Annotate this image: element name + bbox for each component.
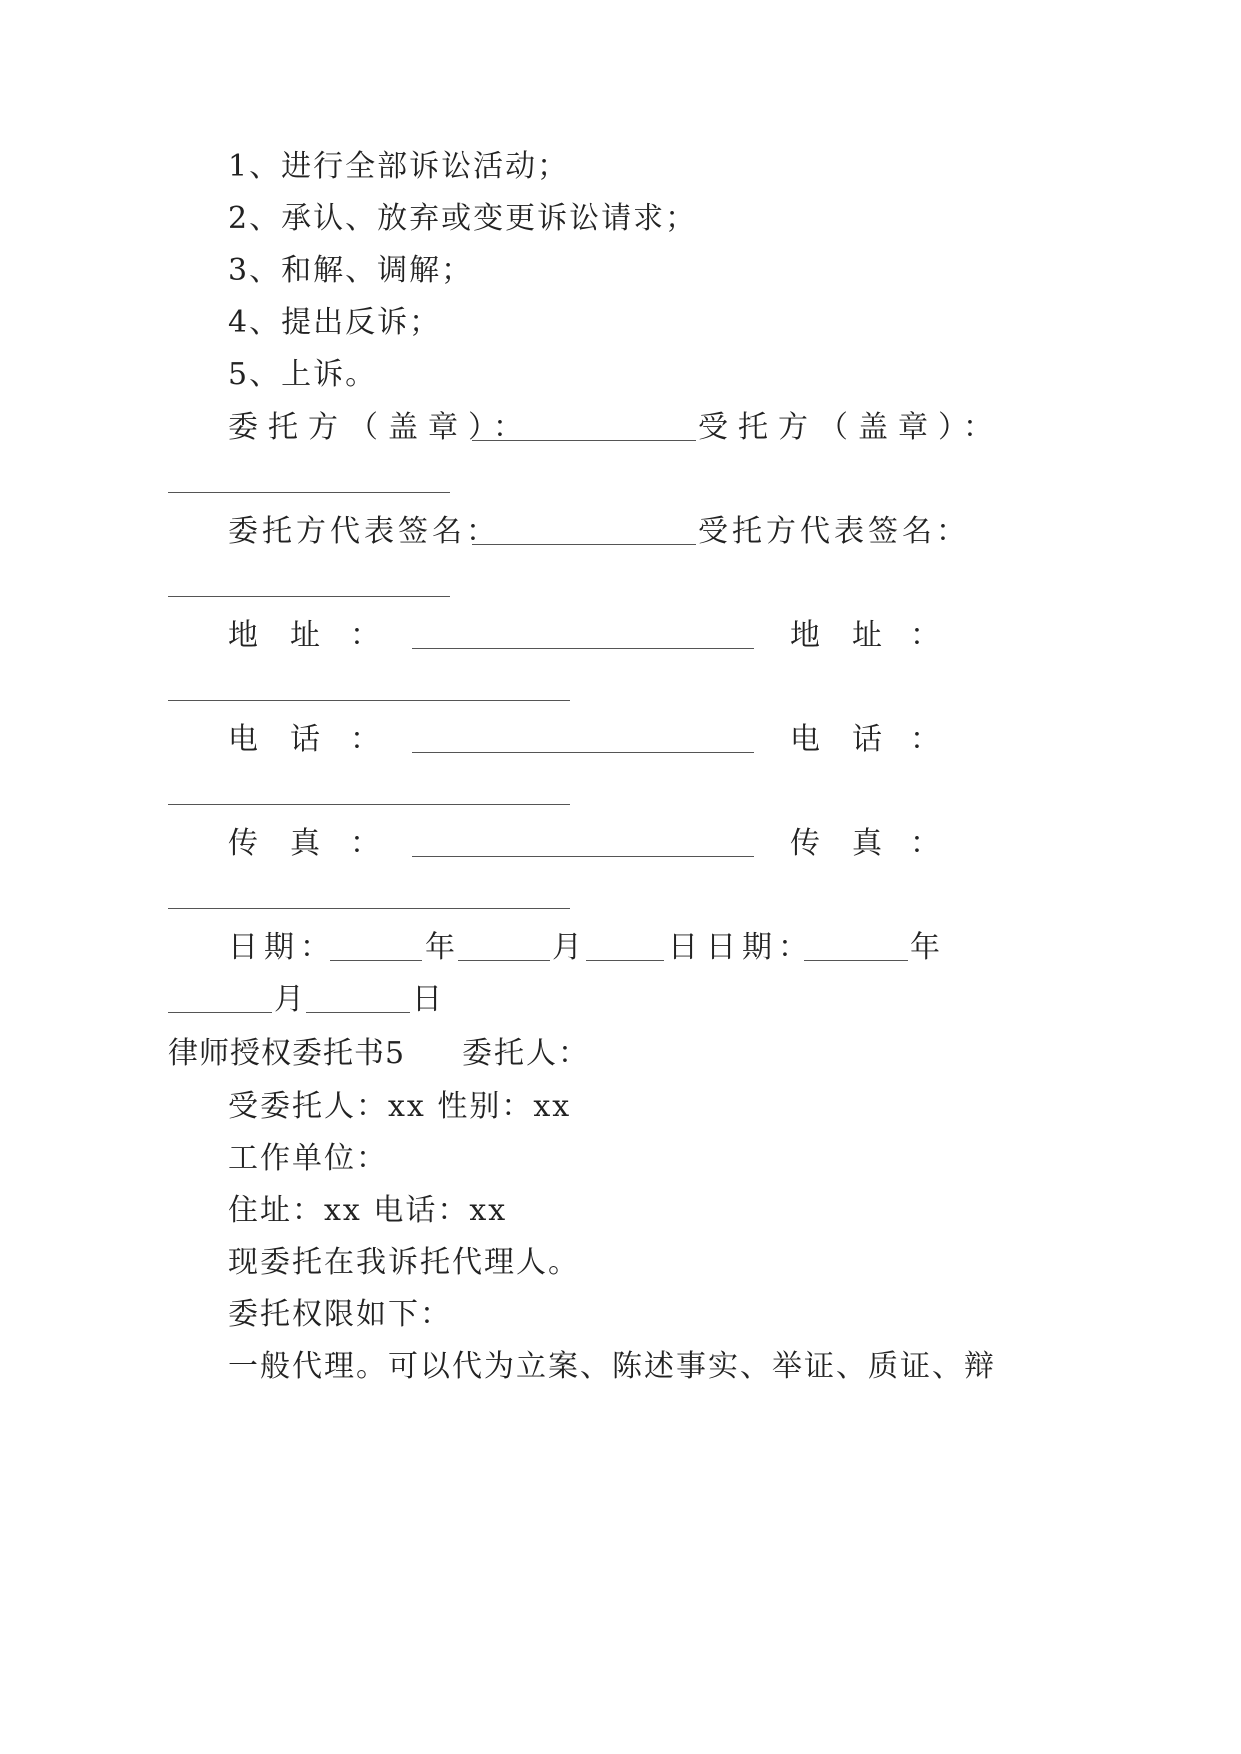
- principal-address-blank: [412, 648, 754, 649]
- scope-heading: 委托权限如下：: [228, 1297, 452, 1332]
- agent-seal-blank: [168, 492, 450, 493]
- address-label-char-2: 址: [290, 618, 320, 653]
- agent-fax-char-1: 传: [790, 826, 820, 861]
- principal-month-label: 月: [552, 930, 582, 965]
- principal-seal-blank: [472, 440, 696, 441]
- principal-day-blank: [586, 960, 664, 961]
- agent-address-colon: ：: [910, 618, 940, 653]
- agent-phone-char-2: 话: [852, 722, 882, 757]
- agent-phone-char-1: 电: [790, 722, 820, 757]
- fax-label-char-2: 真: [290, 826, 320, 861]
- agent-date-label: 日期：: [706, 930, 814, 965]
- phone-label-colon: ：: [350, 722, 380, 757]
- agent-day-blank: [306, 1012, 410, 1013]
- list-item-2: 2、承认、放弃或变更诉讼请求；: [228, 201, 698, 236]
- work-unit-line: 工作单位：: [228, 1141, 388, 1176]
- agent-year-label: 年: [910, 930, 940, 965]
- principal-fax-blank: [412, 856, 754, 857]
- agent-day-label: 日: [412, 982, 442, 1017]
- agent-seal-label: 受托方（盖章）：: [698, 410, 1003, 445]
- address-label-char-1: 地: [228, 618, 258, 653]
- agent-month-blank: [168, 1012, 272, 1013]
- list-item-5: 5、上诉。: [228, 357, 378, 392]
- general-agency-paragraph: 一般代理。可以代为立案、陈述事实、举证、质证、辩: [228, 1349, 996, 1384]
- agent-year-blank: [804, 960, 908, 961]
- principal-phone-blank: [412, 752, 754, 753]
- principal-year-blank: [330, 960, 422, 961]
- principal-month-blank: [458, 960, 550, 961]
- agent-fax-char-2: 真: [852, 826, 882, 861]
- entrust-line: 现委托在我诉托代理人。: [228, 1245, 580, 1280]
- list-item-3: 3、和解、调解；: [228, 253, 474, 288]
- list-item-4: 4、提出反诉；: [228, 305, 442, 340]
- principal-year-label: 年: [425, 930, 455, 965]
- agent-month-label: 月: [274, 982, 304, 1017]
- section-title: 律师授权委托书5: [168, 1036, 406, 1071]
- address-label-colon: ：: [350, 618, 380, 653]
- principal-date-label: 日期：: [228, 930, 336, 965]
- principal-label: 委托人：: [462, 1036, 590, 1071]
- list-item-1: 1、进行全部诉讼活动；: [228, 149, 570, 184]
- agent-phone-colon: ：: [910, 722, 940, 757]
- agent-fax-blank: [168, 908, 570, 909]
- agent-rep-label: 受托方代表签名：: [698, 514, 970, 549]
- principal-day-label: 日: [668, 930, 698, 965]
- agent-info-line: 受委托人：xx 性别：xx: [228, 1089, 572, 1124]
- agent-fax-colon: ：: [910, 826, 940, 861]
- principal-seal-label: 委托方（盖章）：: [228, 410, 533, 445]
- fax-label-char-1: 传: [228, 826, 258, 861]
- agent-address-blank: [168, 700, 570, 701]
- agent-address-char-1: 地: [790, 618, 820, 653]
- agent-rep-blank: [168, 596, 450, 597]
- principal-rep-blank: [472, 544, 696, 545]
- agent-address-char-2: 址: [852, 618, 882, 653]
- phone-label-char-2: 话: [290, 722, 320, 757]
- phone-label-char-1: 电: [228, 722, 258, 757]
- agent-phone-blank: [168, 804, 570, 805]
- address-phone-line: 住址：xx 电话：xx: [228, 1193, 508, 1228]
- fax-label-colon: ：: [350, 826, 380, 861]
- principal-rep-label: 委托方代表签名：: [228, 514, 500, 549]
